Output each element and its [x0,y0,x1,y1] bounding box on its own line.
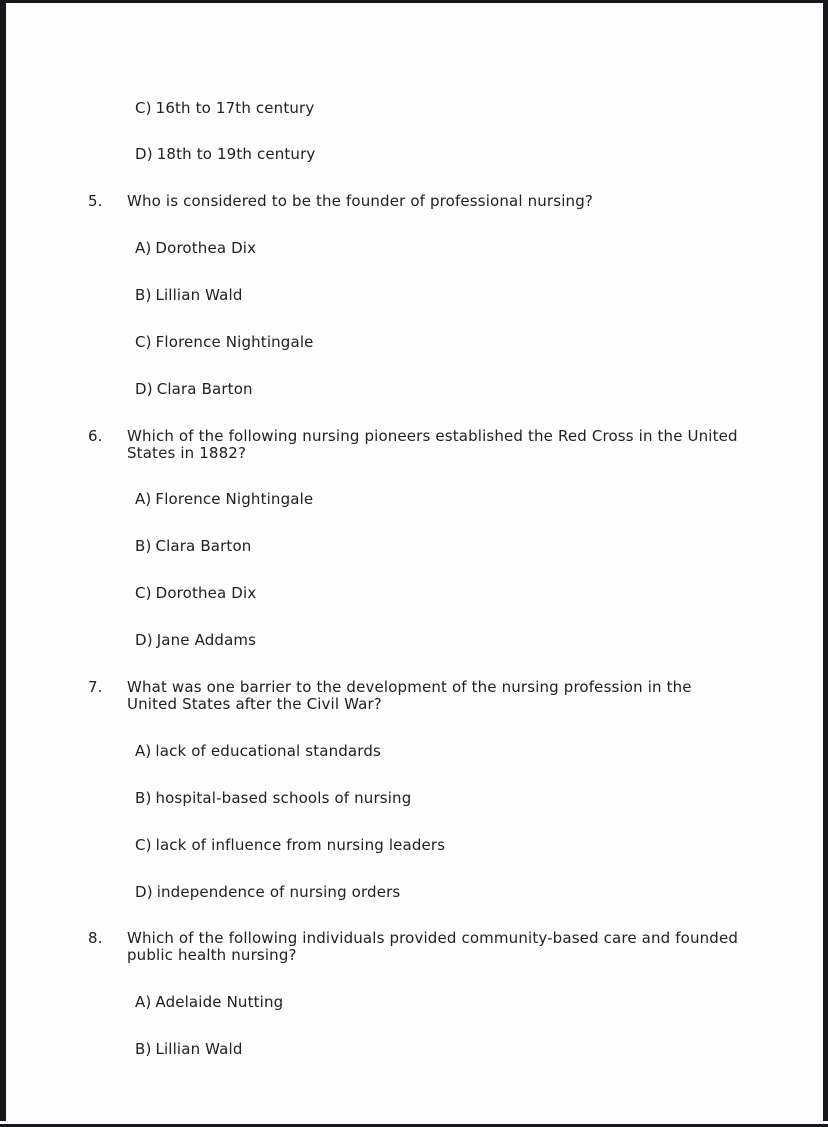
option-text: Clara Barton [155,537,252,555]
answer-option [135,100,314,117]
answer-option [135,334,314,351]
option-letter: A) [135,239,152,257]
question-number: 6. [88,427,103,445]
question-text-line: States in 1882? [127,444,247,462]
answer-option [135,1041,243,1058]
answer-option [135,632,256,649]
option-text: Adelaide Nutting [155,993,284,1011]
answer-option [135,884,400,901]
answer-option [135,240,256,257]
option-text: Dorothea Dix [155,239,257,257]
option-letter: B) [135,537,152,555]
frame-right-edge [823,2,828,1121]
question-text-line: Who is considered to be the founder of professional nursing? [127,192,593,210]
answer-option [135,146,315,163]
answer-option [135,381,253,398]
answer-option [135,491,313,508]
question-text-line: What was one barrier to the development of the nursing profession in the [127,678,692,696]
option-text: Florence Nightingale [155,333,314,351]
frame-top-edge [0,0,828,3]
question-number: 8. [88,929,103,947]
option-letter: A) [135,742,152,760]
option-letter: C) [135,584,152,602]
option-text: 16th to 17th century [155,99,315,117]
option-text: 18th to 19th century [156,145,316,163]
option-text: Lillian Wald [155,286,243,304]
option-text: hospital-based schools of nursing [155,789,412,807]
option-text: lack of influence from nursing leaders [155,836,446,854]
question-text-line: public health nursing? [127,946,297,964]
question-text-line: United States after the Civil War? [127,695,382,713]
answer-option [135,585,256,602]
option-text: independence of nursing orders [156,883,401,901]
option-text: Florence Nightingale [155,490,314,508]
option-letter: A) [135,490,152,508]
question-text-line: Which of the following nursing pioneers established the Red Cross in the United [127,427,738,445]
option-text: Dorothea Dix [155,584,257,602]
answer-option [135,538,251,555]
frame-left-edge [0,2,6,1121]
answer-option [135,743,381,760]
answer-option [135,790,411,807]
option-letter: D) [135,631,153,649]
option-letter: B) [135,286,152,304]
option-letter: C) [135,99,152,117]
answer-option [135,837,445,854]
option-letter: C) [135,333,152,351]
option-text: Clara Barton [156,380,253,398]
question-number: 5. [88,192,103,210]
option-letter: A) [135,993,152,1011]
option-letter: D) [135,883,153,901]
question-number: 7. [88,678,103,696]
option-text: Jane Addams [156,631,257,649]
option-letter: D) [135,145,153,163]
option-text: lack of educational standards [155,742,381,760]
option-letter: B) [135,789,152,807]
question-text-line: Which of the following individuals provided community-based care and founded [127,929,739,947]
option-text: Lillian Wald [155,1040,243,1058]
answer-option [135,287,243,304]
option-letter: B) [135,1040,152,1058]
answer-option [135,994,283,1011]
option-letter: D) [135,380,153,398]
option-letter: C) [135,836,152,854]
